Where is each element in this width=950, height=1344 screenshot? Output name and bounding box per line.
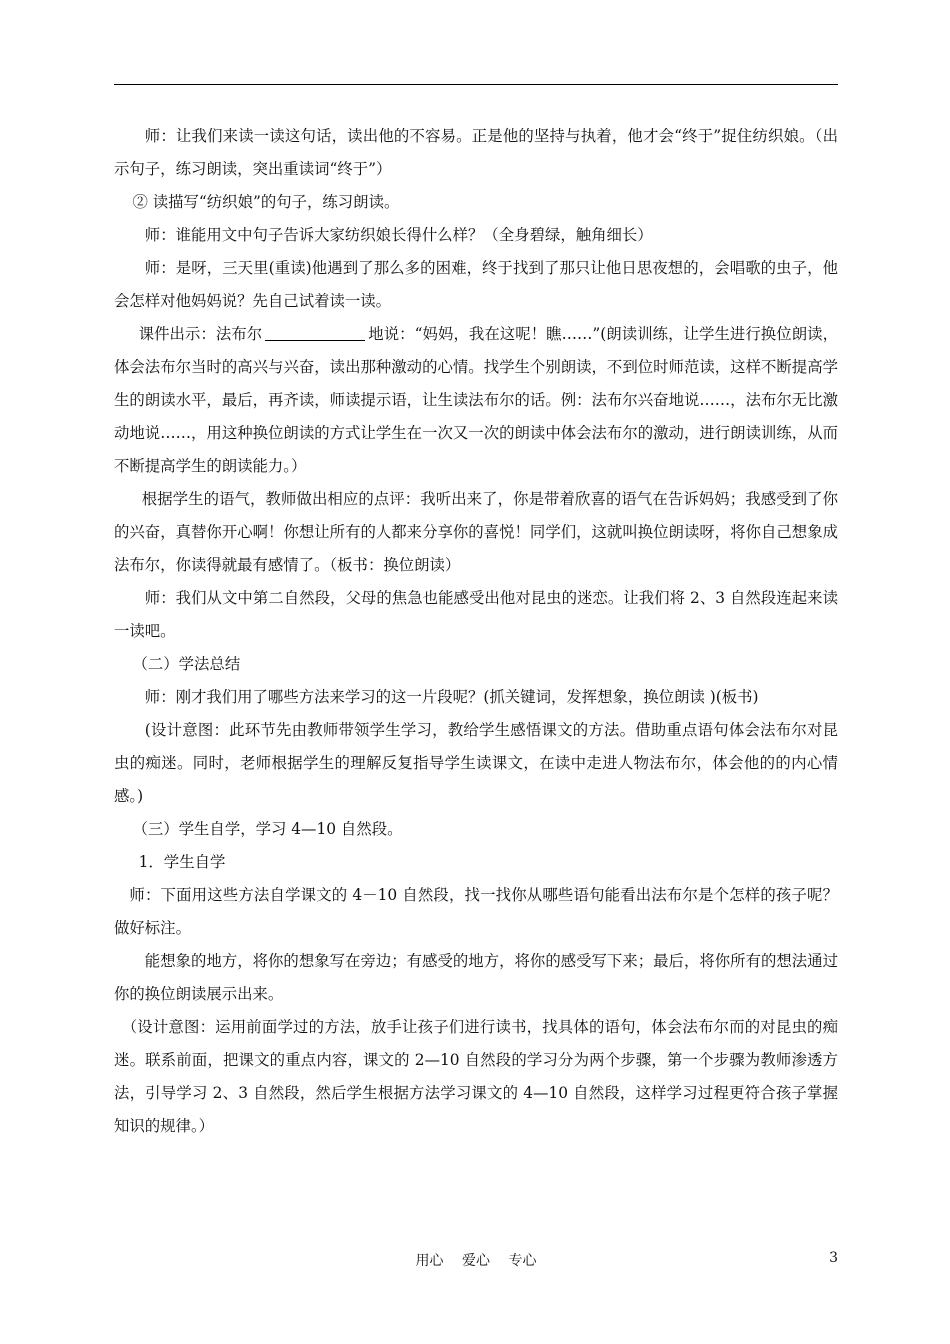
paragraph: 根据学生的语气，教师做出相应的点评：我听出来了，你是带着欣喜的语气在告诉妈妈；我感受到了你的兴奋，真替你开心啊！你想让所有的人都来分享你的喜悦！同学们，这就叫换位朗读呀，将你自己想象成法布尔，你读得就最有感情了。（板书：换位朗读） — [114, 490, 838, 574]
paragraph: 师：我们从文中第二自然段，父母的焦急也能感受出他对昆虫的迷恋。让我们将 2、3 自然段连起来读一读吧。 — [114, 589, 838, 640]
document-body — [114, 120, 838, 1143]
footer-motto: 用心 爱心 专心 — [415, 1253, 537, 1269]
paragraph: 师：让我们来读一读这句话，读出他的不容易。正是他的坚持与执着，他才会“终于”捉住纺织娘。（出示句子，练习朗读，突出重读词“终于”） — [114, 127, 838, 178]
page-number: 3 — [829, 1250, 838, 1266]
paragraph: 师：下面用这些方法自学课文的 4－10 自然段，找一找你从哪些语句能看出法布尔是个怎样的孩子呢？做好标注。 — [114, 886, 838, 937]
header-rule — [114, 84, 838, 85]
section-heading: （二）学法总结 — [132, 655, 241, 673]
courseware-paragraph — [114, 318, 838, 483]
fill-in-blank — [265, 325, 365, 341]
courseware-lead: 课件出示：法布尔 — [138, 325, 263, 343]
paragraph: 师：是呀，三天里(重读)他遇到了那么多的困难，终于找到了那只让他日思夜想的，会唱歌的虫子，他会怎样对他妈妈说？先自己试着读一读。 — [114, 259, 838, 310]
courseware-rest: 地说：“妈妈，我在这呢！瞧……”(朗读训练，让学生进行换位朗读，体会法布尔当时的高兴与兴奋，读出那种激动的心情。找学生个别朗读，不到位时师范读，这样不断提高学生的朗读水平，最后，再齐读，师读提示语，让生读法布尔的话。例：法布尔兴奋地说……，法布尔无比激动地说……，用这种换位朗读的方式让学生在一次又一次的朗读中体会法布尔的激动，进行朗读训练，从而不断提高学生的朗读能力。） — [114, 325, 838, 475]
paragraph: 师：谁能用文中句子告诉大家纺织娘长得什么样？（全身碧绿，触角细长） — [144, 226, 653, 244]
section-heading: （三）学生自学，学习 4—10 自然段。 — [132, 820, 403, 838]
paragraph: ② 读描写“纺织娘”的句子，练习朗读。 — [132, 193, 400, 211]
paragraph: 师：刚才我们用了哪些方法来学习的这一片段呢？(抓关键词，发挥想象，换位朗读 )(板书) — [144, 688, 759, 706]
design-intent-note: (设计意图：此环节先由教师带领学生学习，教给学生感悟课文的方法。借助重点语句体会法布尔对昆虫的痴迷。同时，老师根据学生的理解反复指导学生读课文，在读中走进人物法布尔，体会他的的内心情感。) — [114, 721, 838, 805]
subsection-heading: 1．学生自学 — [138, 853, 226, 871]
design-intent-note: （设计意图：运用前面学过的方法，放手让孩子们进行读书，找具体的语句，体会法布尔而的对昆虫的痴迷。联系前面，把课文的重点内容，课文的 2—10 自然段的学习分为两个步骤，第一个步骤为教师渗透方法，引导学习 2、3 自然段，然后学生根据方法学习课文的 4—10 自然段，这样学习过程更符合孩子掌握知识的规律。） — [114, 1018, 838, 1135]
paragraph: 能想象的地方，将你的想象写在旁边；有感受的地方，将你的感受写下来；最后，将你所有的想法通过你的换位朗读展示出来。 — [114, 952, 838, 1003]
